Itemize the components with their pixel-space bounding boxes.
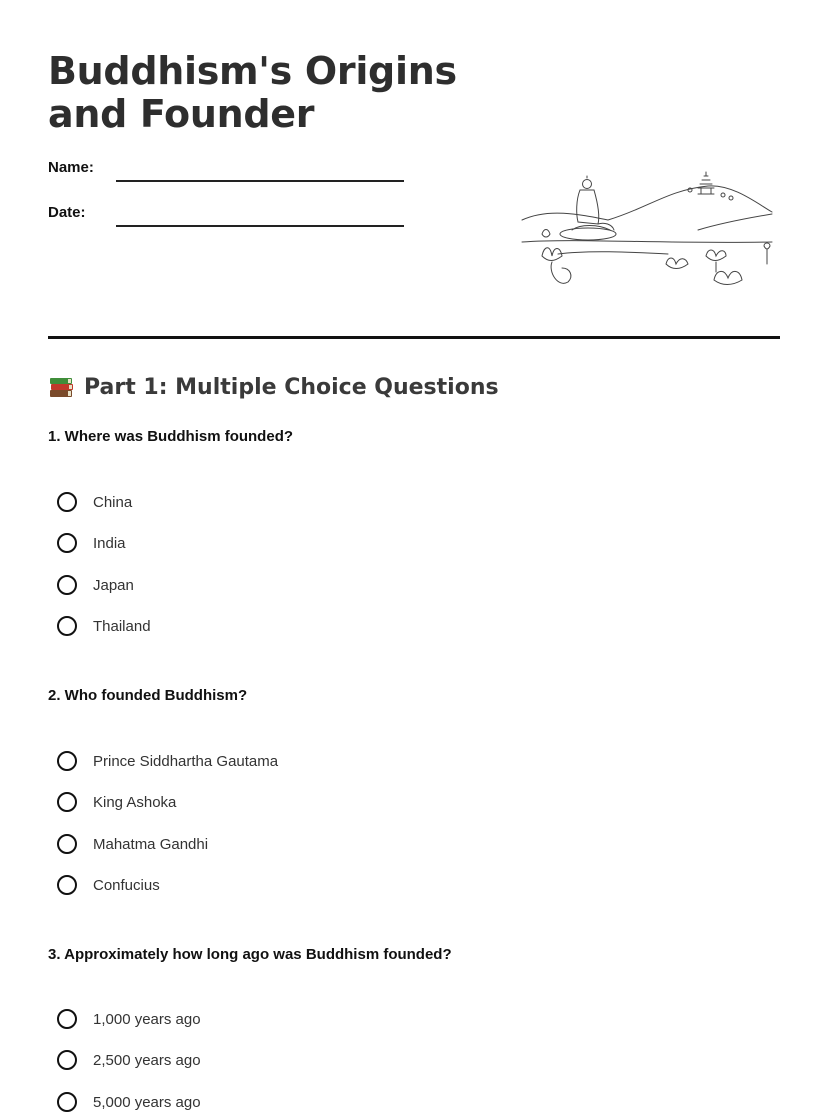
radio-button[interactable] — [57, 834, 77, 854]
option-label: 5,000 years ago — [93, 1093, 201, 1111]
section-divider — [48, 336, 780, 339]
option-label: Mahatma Gandhi — [93, 835, 209, 853]
date-field[interactable] — [116, 225, 404, 227]
name-label: Name: — [48, 159, 94, 176]
radio-button[interactable] — [57, 616, 77, 636]
q3-option-1000[interactable] — [57, 1009, 201, 1029]
option-label: 2,500 years ago — [93, 1051, 201, 1069]
radio-button[interactable] — [57, 492, 77, 512]
option-label: Japan — [93, 576, 134, 594]
radio-button[interactable] — [57, 1009, 77, 1029]
option-label: Prince Siddhartha Gautama — [93, 752, 279, 770]
radio-button[interactable] — [57, 533, 77, 553]
radio-button[interactable] — [57, 575, 77, 595]
radio-button[interactable] — [57, 792, 77, 812]
option-label: King Ashoka — [93, 793, 177, 811]
option-label: China — [93, 493, 133, 511]
part1-title: Part 1: Multiple Choice Questions — [84, 374, 499, 400]
radio-button[interactable] — [57, 1050, 77, 1070]
q1-option-china[interactable] — [57, 492, 132, 512]
q2-option-siddhartha[interactable] — [57, 751, 278, 771]
q1-option-india[interactable] — [57, 533, 126, 553]
q2-option-gandhi[interactable] — [57, 834, 208, 854]
q2-option-confucius[interactable] — [57, 875, 160, 895]
option-label: 1,000 years ago — [93, 1010, 201, 1028]
option-label: Thailand — [93, 617, 151, 635]
option-label: Confucius — [93, 876, 160, 894]
name-field[interactable] — [116, 180, 404, 182]
date-label: Date: — [48, 204, 86, 221]
books-icon — [48, 374, 76, 400]
worksheet-title: Buddhism's Origins and Founder — [48, 49, 457, 136]
q2-option-ashoka[interactable] — [57, 792, 176, 812]
option-label: India — [93, 534, 126, 552]
question-2: 2. Who founded Buddhism? — [48, 687, 248, 704]
radio-button[interactable] — [57, 1092, 77, 1112]
question-3: 3. Approximately how long ago was Buddhism founded? — [48, 946, 452, 963]
buddha-lotus-illustration — [518, 168, 776, 292]
q3-option-5000[interactable] — [57, 1092, 201, 1112]
part1-heading — [48, 374, 499, 400]
radio-button[interactable] — [57, 875, 77, 895]
q1-option-thailand[interactable] — [57, 616, 151, 636]
q1-option-japan[interactable] — [57, 575, 134, 595]
question-1: 1. Where was Buddhism founded? — [48, 428, 294, 445]
q3-option-2500[interactable] — [57, 1050, 201, 1070]
radio-button[interactable] — [57, 751, 77, 771]
